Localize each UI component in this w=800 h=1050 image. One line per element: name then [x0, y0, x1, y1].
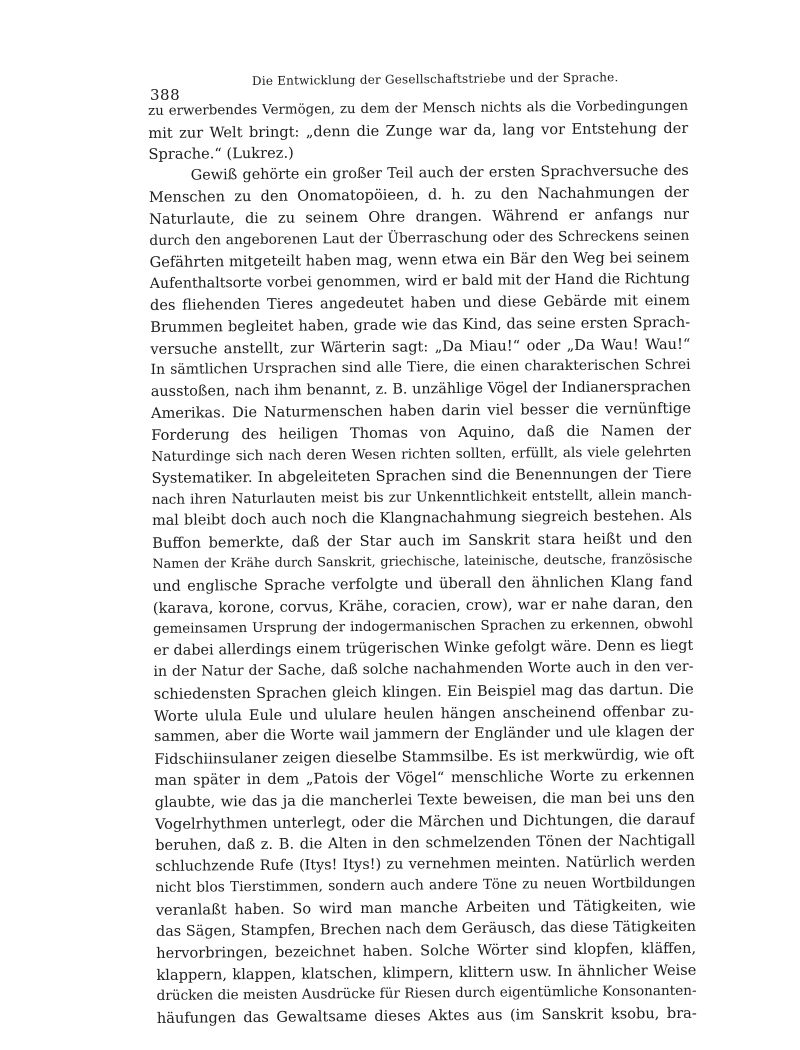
text-line: das Sägen, Stampfen, Brechen nach dem Geräusch, das diese Tätigkeiten	[155, 918, 697, 940]
page-number: 388	[150, 86, 181, 104]
text-line: In sämtlichen Ursprachen sind alle Tiere, die einen charakterischen Schrei	[150, 356, 691, 379]
text-line: und englische Sprache verfolgte und überall den ähnlichen Klang fand	[152, 572, 693, 596]
text-line: Namen der Krähe durch Sanskrit, griechische, lateinische, deutsche, französische	[152, 552, 693, 573]
text-line: glaubte, wie das ja die mancherlei Texte beweisen, die man bei uns den	[154, 788, 695, 811]
text-line: Naturlaute, die zu seinem Ohre drangen. Während er anfangs nur	[149, 205, 690, 228]
text-line: klappern, klappen, klatschen, klimpern, klittern usw. In ähnlicher Weise	[156, 961, 697, 984]
text-line: Gewiß gehörte ein großer Teil auch der ersten Sprachversuche des	[190, 162, 689, 184]
text-line: nicht blos Tierstimmen, sondern auch andere Töne zu neuen Wortbildungen	[155, 875, 696, 897]
text-line: (karava, korone, corvus, Krähe, coracien, crow), war er nahe daran, den	[152, 594, 693, 617]
text-line: Menschen zu den Onomatopöieen, d. h. zu den Nachahmungen der	[148, 184, 689, 207]
text-line: häufungen das Gewaltsame dieses Aktes aus (im Sanskrit ksobu, bra-	[156, 1004, 697, 1027]
text-line: beruhen, daß z. B. die Alten in den schmelzenden Tönen der Nachtigall	[155, 831, 696, 855]
text-line: zu erwerbendes Vermögen, zu dem der Mensch nichts als die Vorbedingungen	[148, 98, 689, 119]
text-line: Naturdinge sich nach deren Wesen richten sollten, erfüllt, als viele gelehrten	[151, 443, 692, 465]
text-line: Amerikas. Die Naturmenschen haben darin viel besser die vernünftige	[150, 400, 692, 423]
text-line: man später in dem „Patois der Vögel“ menschliche Worte zu erkennen	[154, 767, 695, 790]
text-line: Vogelrhythmen unterlegt, oder die Märchen und Dichtungen, die darauf	[154, 810, 695, 833]
text-line: schiedensten Sprachen gleich klingen. Ein Beispiel mag das dartun. Die	[153, 680, 694, 704]
body-text	[148, 96, 697, 1030]
text-line: des fliehenden Tieres angedeutet haben und diese Gebärde mit einem	[149, 292, 691, 315]
text-line: Brummen begleitet haben, grade wie das Kind, das seine ersten Sprach-	[150, 313, 691, 336]
text-line: Gefährten mitgeteilt haben mag, wenn etwa ein Bär den Weg bei seinem	[149, 248, 690, 272]
text-line: Buffon bemerkte, daß der Star auch im Sanskrit stara heißt und den	[152, 529, 693, 552]
text-line: er dabei allerdings einem trügerischen Winke gefolgt wäre. Denn es liegt	[153, 637, 694, 659]
text-line: durch den angeborenen Laut der Überraschung oder des Schreckens seinen	[149, 227, 690, 249]
text-line: mit zur Welt bringt: „denn die Zunge war da, lang vor Entstehung der	[148, 119, 689, 142]
text-line: versuche anstellt, zur Wärterin sagt: „Da Miau!“ oder „Da Wau! Wau!“	[150, 335, 691, 358]
text-line: Worte ulula Eule und ululare heulen hängen anscheinend offenbar zu-	[153, 702, 694, 725]
text-line: veranlaßt haben. So wird man manche Arbeiten und Tätigkeiten, wie	[155, 896, 696, 919]
text-line: Forderung des heiligen Thomas von Aquino, daß die Namen der	[151, 421, 692, 444]
text-line: nach ihren Naturlauten meist bis zur Unkenntlichkeit entstellt, allein manch-	[151, 486, 692, 508]
text-line: in der Natur der Sache, daß solche nachahmenden Worte auch in den ver-	[153, 659, 694, 681]
text-line: ausstoßen, nach ihm benannt, z. B. unzählige Vögel der Indianersprachen	[150, 378, 691, 400]
text-line: drücken die meisten Ausdrücke für Riesen durch eigentümliche Konsonanten-	[156, 983, 697, 1005]
text-line: Systematiker. In abgeleiteten Sprachen sind die Benennungen der Tiere	[151, 464, 692, 488]
text-line: schluchzende Rufe (Itys! Itys!) zu vernehmen meinten. Natürlich werden	[155, 853, 696, 875]
text-line: hervorbringen, bezeichnet haben. Solche Wörter sind klopfen, kläffen,	[156, 939, 697, 963]
text-line: mal bleibt doch auch noch die Klangnachahmung siegreich bestehen. Als	[151, 508, 693, 530]
text-line: Fidschiinsulaner zeigen dieselbe Stammsilbe. Es ist merkwürdig, wie oft	[154, 745, 695, 768]
text-line: Sprache.“ (Lukrez.)	[148, 144, 294, 164]
text-line: gemeinsamen Ursprung der indogermanischen Sprachen zu erkennen, obwohl	[153, 617, 694, 638]
running-head: Die Entwicklung der Gesellschaftstriebe und der Sprache.	[251, 70, 619, 88]
text-line: sammen, aber die Worte wail jammern der Engländer und ule klagen der	[154, 724, 695, 746]
text-line: Aufenthaltsorte vorbei genommen, wird er bald mit der Hand die Richtung	[149, 270, 690, 292]
